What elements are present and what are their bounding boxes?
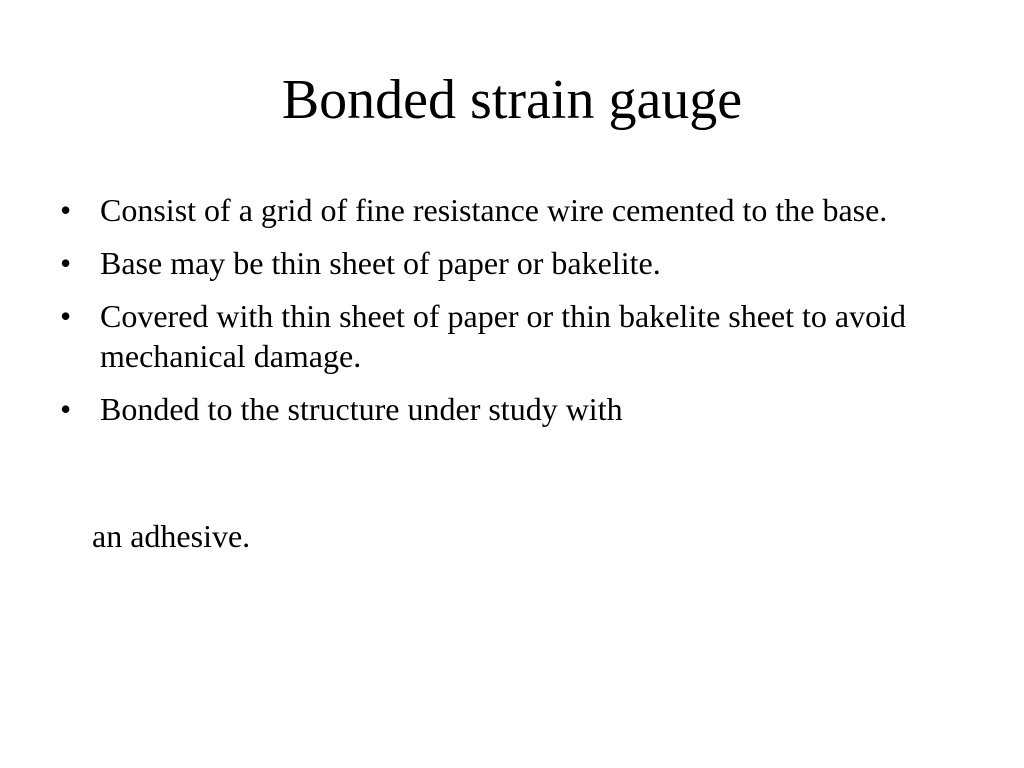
bullet-item-3: [56, 296, 986, 376]
bullet-marker: •: [60, 391, 72, 427]
bullet-marker: •: [60, 192, 72, 228]
bullet-item-4: [56, 389, 986, 429]
bullet-text: Base may be thin sheet of paper or bakelite.: [100, 245, 661, 281]
bullet-marker: •: [60, 298, 72, 334]
bullet-list: [56, 190, 986, 442]
bullet-text: Bonded to the structure under study with: [100, 391, 623, 427]
bullet-item-2: [56, 243, 986, 283]
continuation-text: an adhesive.: [92, 518, 251, 554]
slide-title: Bonded strain gauge: [281, 69, 743, 131]
bullet-marker: •: [60, 245, 72, 281]
bullet-text: Consist of a grid of fine resistance wire cemented to the base.: [100, 192, 888, 228]
bullet-item-1: [56, 190, 986, 230]
bullet-text: Covered with thin sheet of paper or thin bakelite sheet to avoid mechanical damage.: [100, 298, 906, 374]
